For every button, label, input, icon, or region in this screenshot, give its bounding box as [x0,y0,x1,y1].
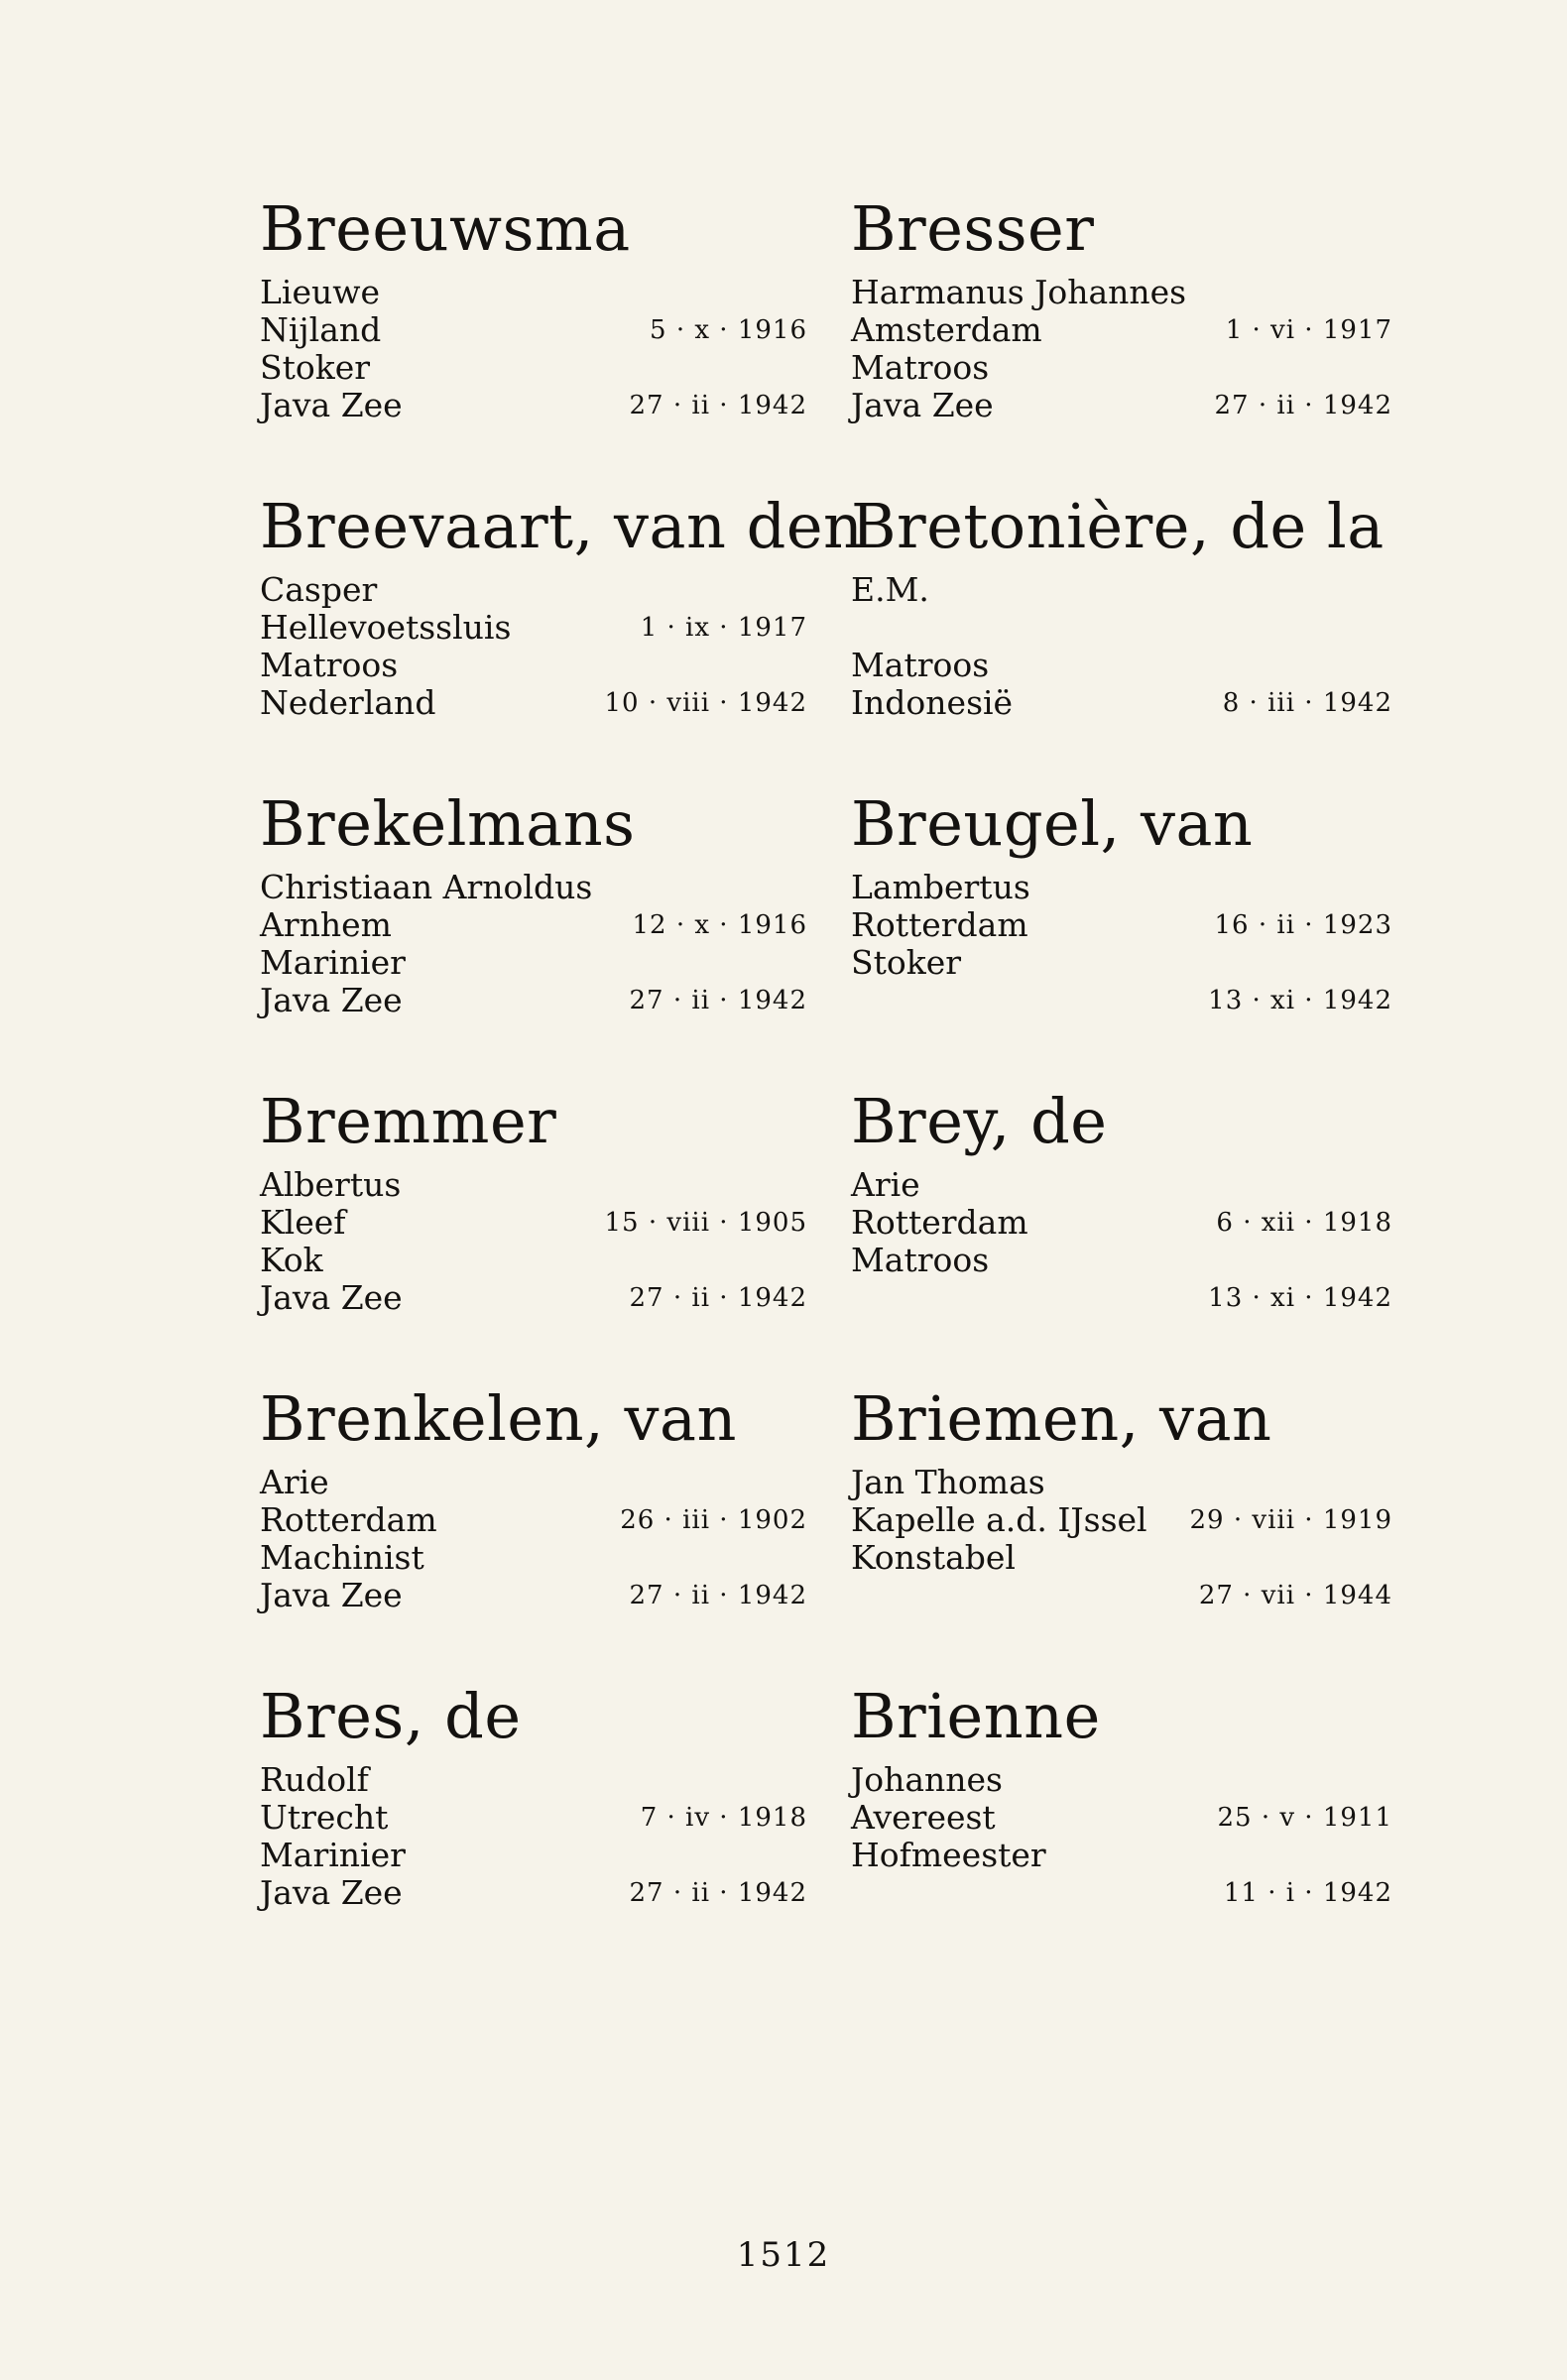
rank: Matroos [851,1241,990,1279]
deathdate: 11 · i · 1942 [1223,1878,1392,1908]
death-line [260,387,807,424]
birth-line [851,906,1392,944]
death-line [851,387,1392,424]
rank: Matroos [260,646,399,684]
given-name: Lambertus [851,868,1030,906]
given-name: Albertus [260,1165,402,1204]
birthdate: 16 · ii · 1923 [1214,910,1392,940]
rank: Kok [260,1241,323,1279]
surname: Brey, de [851,1085,1108,1157]
birth-line [260,609,807,647]
given-name: Rudolf [260,1760,369,1799]
death-line [260,1874,807,1912]
given-name: Casper [260,570,378,609]
birthdate: 7 · iv · 1918 [640,1803,807,1833]
surname: Breeuwsma [260,192,631,265]
birthplace: Kleef [260,1203,346,1242]
birthdate: 1 · ix · 1917 [640,613,807,643]
deathdate: 27 · ii · 1942 [629,1878,807,1908]
entry [851,486,1392,783]
deathplace: Java Zee [260,1278,403,1317]
deathdate: 27 · vii · 1944 [1198,1581,1392,1610]
birthplace: Kapelle a.d. IJssel [851,1500,1147,1539]
given-name: Harmanus Johannes [851,273,1187,311]
rank: Konstabel [851,1538,1016,1577]
right-column [851,188,1392,1973]
surname: Bretonière, de la [851,490,1385,562]
birthdate: 6 · xii · 1918 [1216,1208,1392,1238]
surname: Brenkelen, van [260,1382,737,1455]
surname: Bres, de [260,1680,522,1752]
entry [260,1081,807,1378]
death-line [851,1874,1392,1912]
deathdate: 27 · ii · 1942 [629,1581,807,1610]
birthplace: Utrecht [260,1798,389,1837]
deathdate: 10 · viii · 1942 [604,688,807,718]
deathdate: 13 · xi · 1942 [1208,986,1392,1015]
deathplace: Java Zee [260,981,403,1019]
deathplace: Java Zee [260,1576,403,1614]
entry [260,486,864,783]
rank: Marinier [260,1836,406,1874]
birth-line [260,1501,807,1539]
birth-line [260,906,807,944]
entry [260,1676,807,1973]
birthplace: Hellevoetssluis [260,608,512,647]
given-name: Christiaan Arnoldus [260,868,593,906]
left-column [260,188,864,1973]
death-line [851,1577,1392,1614]
birth-line [851,1799,1392,1837]
rank: Stoker [851,943,962,982]
birthplace: Arnhem [260,905,392,944]
birth-line [260,1204,807,1242]
birth-line [260,311,807,349]
deathplace: Indonesië [851,683,1014,722]
deathdate: 27 · ii · 1942 [629,1283,807,1313]
given-name: Arie [851,1165,920,1204]
entry [851,1081,1392,1378]
entry [851,783,1392,1081]
rank: Marinier [260,943,406,982]
entry [260,783,807,1081]
death-line [260,982,807,1019]
birthplace: Rotterdam [851,905,1028,944]
rank: Hofmeester [851,1836,1046,1874]
entry [260,188,807,486]
rank: Stoker [260,348,371,387]
deathdate: 27 · ii · 1942 [1214,391,1392,420]
deathdate: 27 · ii · 1942 [629,391,807,420]
deathdate: 27 · ii · 1942 [629,986,807,1015]
surname: Breugel, van [851,787,1254,860]
death-line [260,1279,807,1317]
rank: Machinist [260,1538,424,1577]
given-name: E.M. [851,570,929,609]
birthplace: Rotterdam [260,1500,437,1539]
entry [260,1378,807,1676]
birthplace: Amsterdam [851,310,1042,349]
birth-line [260,1799,807,1837]
surname: Briemen, van [851,1382,1272,1455]
birth-line [851,1204,1392,1242]
surname: Brienne [851,1680,1101,1752]
death-line [851,982,1392,1019]
surname: Brekelmans [260,787,636,860]
birthplace: Nijland [260,310,382,349]
birthdate: 12 · x · 1916 [632,910,807,940]
page-number: 1512 [736,2235,831,2275]
birthdate: 1 · vi · 1917 [1225,315,1392,345]
birth-line [851,609,1392,647]
birthplace: Rotterdam [851,1203,1028,1242]
deathplace: Java Zee [260,386,403,424]
given-name: Arie [260,1463,329,1501]
entry [851,1676,1392,1973]
rank: Matroos [851,348,990,387]
deathplace: Nederland [260,683,436,722]
birth-line [851,1501,1392,1539]
death-line [260,684,807,722]
surname: Bremmer [260,1085,557,1157]
deathdate: 13 · xi · 1942 [1208,1283,1392,1313]
surname: Breevaart, van den [260,490,864,562]
rank: Matroos [851,646,990,684]
given-name: Jan Thomas [851,1463,1045,1501]
entry [851,188,1392,486]
death-line [851,684,1392,722]
surname: Bresser [851,192,1095,265]
birthdate: 5 · x · 1916 [650,315,807,345]
deathplace: Java Zee [260,1873,403,1912]
deathplace: Java Zee [851,386,994,424]
birthdate: 26 · iii · 1902 [620,1505,807,1535]
birthdate: 25 · v · 1911 [1217,1803,1392,1833]
given-name: Lieuwe [260,273,381,311]
birthdate: 29 · viii · 1919 [1189,1505,1392,1535]
death-line [851,1279,1392,1317]
entry [851,1378,1392,1676]
birthdate: 15 · viii · 1905 [604,1208,807,1238]
birthplace: Avereest [851,1798,996,1837]
given-name: Johannes [851,1760,1003,1799]
death-line [260,1577,807,1614]
deathdate: 8 · iii · 1942 [1222,688,1392,718]
birth-line [851,311,1392,349]
